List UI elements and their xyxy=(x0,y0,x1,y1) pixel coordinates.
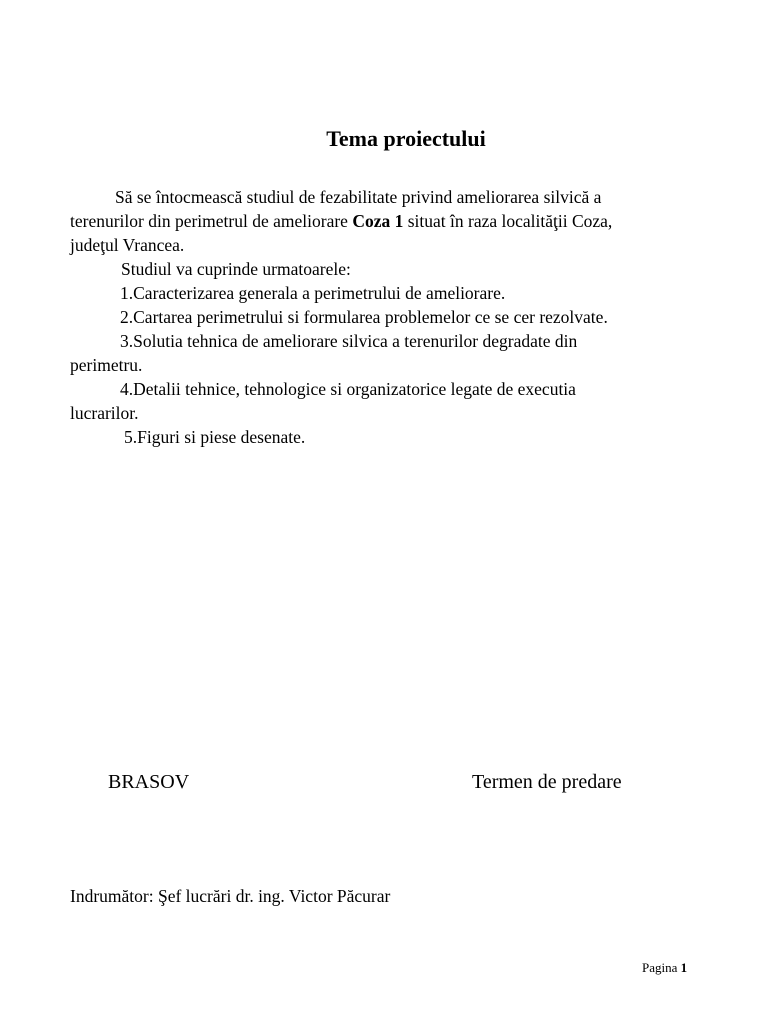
page-footer xyxy=(642,959,687,977)
list-item-5: 5.Figuri si piese desenate. xyxy=(124,427,306,447)
document-title: Tema proiectului xyxy=(326,126,486,151)
content-intro-line: Studiul va cuprinde urmatoarele: xyxy=(121,259,351,279)
intro-line-2-start: terenurilor din perimetrul de ameliorare xyxy=(70,211,353,231)
intro-line-2 xyxy=(70,209,612,233)
supervisor-line: Indrumător: Şef lucrări dr. ing. Victor Păcurar xyxy=(70,886,391,906)
list-item-3: 3.Solutia tehnica de ameliorare silvica a terenurilor degradate din xyxy=(120,331,578,351)
list-item-3-continuation: perimetru. xyxy=(70,355,143,375)
list-item-2: 2.Cartarea perimetrului si formularea problemelor ce se cer rezolvate. xyxy=(120,307,608,327)
deadline-label: Termen de predare xyxy=(472,771,622,793)
page-number: 1 xyxy=(680,960,688,975)
list-item-1: 1.Caracterizarea generala a perimetrului de ameliorare. xyxy=(120,283,506,303)
intro-line-1: Să se întocmească studiul de fezabilitate privind ameliorarea silvică a xyxy=(115,187,602,207)
list-item-4: 4.Detalii tehnice, tehnologice si organizatorice legate de executia xyxy=(120,379,576,399)
perimeter-name: Coza 1 xyxy=(352,211,404,231)
list-item-4-continuation: lucrarilor. xyxy=(70,403,139,423)
page-label: Pagina xyxy=(642,960,678,975)
intro-line-3: judeţul Vrancea. xyxy=(70,235,185,255)
intro-line-2-end: situat în raza localităţii Coza, xyxy=(403,211,613,231)
city-label: BRASOV xyxy=(108,771,190,793)
